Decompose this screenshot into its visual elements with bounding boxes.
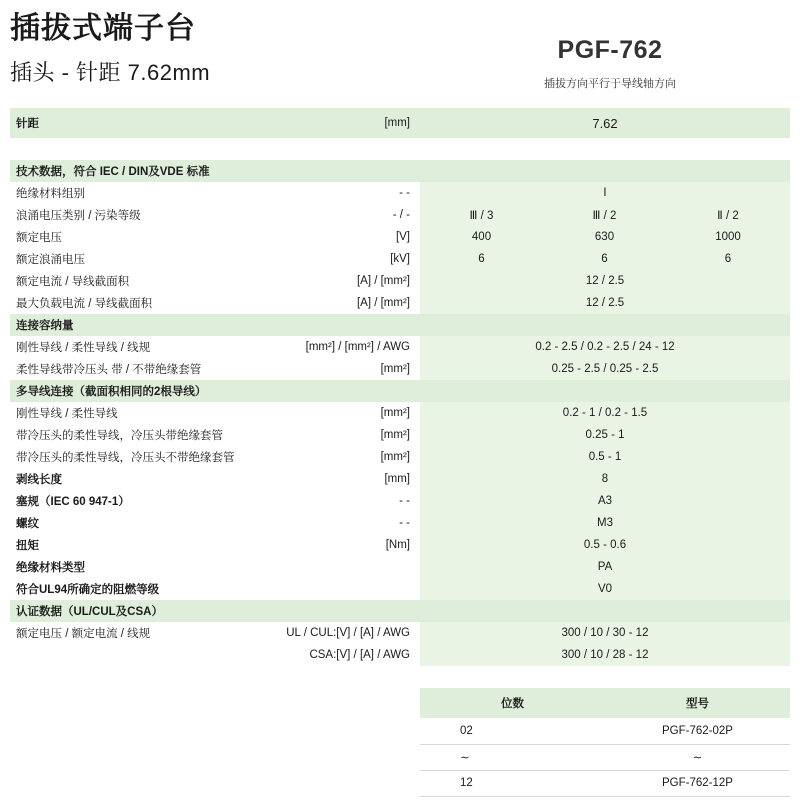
row-value: M3 [420,512,790,534]
row-unit: [mm²] [240,424,420,446]
row-label: 刚性导线 / 柔性导线 [10,402,240,424]
row-unit: [A] / [mm²] [240,270,420,292]
table-row [10,490,790,512]
table-row [10,292,790,314]
row-label: 带冷压头的柔性导线，冷压头不带绝缘套管 [10,446,240,468]
row-unit: [mm²] [240,402,420,424]
table-row [10,424,790,446]
table-row [10,248,790,270]
table-row [10,644,790,666]
table-row [10,226,790,248]
row-unit: [mm] [240,108,420,138]
model-selection-table [420,688,790,797]
spacer [10,666,790,688]
row-label: 额定电流 / 导线截面积 [10,270,240,292]
cell-poles: 12 [420,770,605,796]
row-value: A3 [420,490,790,512]
section-title: 认证数据（UL/CUL及CSA） [10,600,420,622]
cell-model: PGF-762-02P [605,718,790,744]
table-row [10,468,790,490]
section-title: 技术数据，符合 IEC / DIN及VDE 标准 [10,160,420,182]
table-row [10,358,790,380]
row-value: 12 / 2.5 [420,292,790,314]
row-value: Ⅱ / 2 [666,204,790,226]
spacer [10,138,790,160]
row-label: 针距 [10,108,240,138]
table-row [10,534,790,556]
model-table-header-row [420,688,790,718]
row-value: 6 [666,248,790,270]
table-row-pitch [10,108,790,138]
row-unit: [mm] [240,468,420,490]
row-unit [240,556,420,578]
table-row [10,182,790,204]
row-value: 0.25 - 2.5 / 0.25 - 2.5 [420,358,790,380]
row-label: 额定浪涌电压 [10,248,240,270]
row-value: V0 [420,578,790,600]
row-unit: - - [240,490,420,512]
row-unit: UL / CUL:[V] / [A] / AWG [240,622,420,644]
row-unit: [A] / [mm²] [240,292,420,314]
row-unit: CSA:[V] / [A] / AWG [240,644,420,666]
row-label: 最大负载电流 / 导线截面积 [10,292,240,314]
model-note: 插拔方向平行于导线轴方向 [544,78,676,90]
row-unit [240,578,420,600]
row-label: 带冷压头的柔性导线，冷压头带绝缘套管 [10,424,240,446]
cell-model: ∼ [605,744,790,770]
table-row [10,270,790,292]
column-header-poles: 位数 [420,688,605,718]
row-value: 0.5 - 0.6 [420,534,790,556]
row-value: 300 / 10 / 30 - 12 [420,622,790,644]
row-unit: [mm²] [240,446,420,468]
row-unit: [Nm] [240,534,420,556]
row-label: 螺纹 [10,512,240,534]
section-heading-multiwire [10,380,790,402]
section-title-filler [420,380,790,402]
table-row [10,578,790,600]
table-row [10,622,790,644]
table-row [10,204,790,226]
section-title: 多导线连接（截面积相同的2根导线） [10,380,420,402]
row-label [10,644,240,666]
table-row [10,446,790,468]
row-value: 6 [420,248,543,270]
table-row [420,718,790,744]
row-unit: [mm²] / [mm²] / AWG [240,336,420,358]
specification-table [10,108,790,688]
page-header [0,0,800,108]
section-heading-capacity [10,314,790,336]
row-label: 符合UL94所确定的阻燃等级 [10,578,240,600]
row-value: 0.2 - 2.5 / 0.2 - 2.5 / 24 - 12 [420,336,790,358]
row-label: 浪涌电压类别 / 污染等级 [10,204,240,226]
row-value: PA [420,556,790,578]
row-unit: [kV] [240,248,420,270]
row-value: 12 / 2.5 [420,270,790,292]
cell-model: PGF-762-12P [605,770,790,796]
model-number: PGF-762 [557,36,663,64]
row-value: 0.2 - 1 / 0.2 - 1.5 [420,402,790,424]
section-title: 连接容纳量 [10,314,420,336]
row-label: 扭矩 [10,534,240,556]
row-value: 300 / 10 / 28 - 12 [420,644,790,666]
row-unit: [V] [240,226,420,248]
page-subtitle: 插头 - 针距 7.62mm [10,59,211,85]
row-value: 7.62 [420,108,790,138]
row-label: 额定电压 [10,226,240,248]
row-value: 6 [543,248,666,270]
table-row [420,770,790,796]
row-label: 绝缘材料类型 [10,556,240,578]
row-label: 额定电压 / 额定电流 / 线规 [10,622,240,644]
row-value: I [420,182,790,204]
table-row [10,402,790,424]
row-value: 630 [543,226,666,248]
row-value: 1000 [666,226,790,248]
header-right [430,10,790,91]
row-unit: [mm²] [240,358,420,380]
table-row [10,512,790,534]
header-left [10,10,430,87]
cell-poles: 02 [420,718,605,744]
row-value: 0.25 - 1 [420,424,790,446]
table-row [10,556,790,578]
row-value: 400 [420,226,543,248]
table-row [10,336,790,358]
row-value: Ⅲ / 3 [420,204,543,226]
section-title-filler [420,314,790,336]
cell-poles: ∼ [420,744,605,770]
row-label: 剥线长度 [10,468,240,490]
row-label: 柔性导线带冷压头 带 / 不带绝缘套管 [10,358,240,380]
section-heading-technical [10,160,790,182]
section-title-filler [420,600,790,622]
row-unit: - - [240,182,420,204]
row-unit: - - [240,512,420,534]
row-label: 塞规（IEC 60 947-1） [10,490,240,512]
row-value: 0.5 - 1 [420,446,790,468]
page-title: 插拔式端子台 [10,12,196,45]
row-value: Ⅲ / 2 [543,204,666,226]
section-title-filler [420,160,790,182]
row-unit: - / - [240,204,420,226]
row-label: 刚性导线 / 柔性导线 / 线规 [10,336,240,358]
row-value: 8 [420,468,790,490]
section-heading-certification [10,600,790,622]
table-row [420,744,790,770]
row-label: 绝缘材料组别 [10,182,240,204]
column-header-model: 型号 [605,688,790,718]
